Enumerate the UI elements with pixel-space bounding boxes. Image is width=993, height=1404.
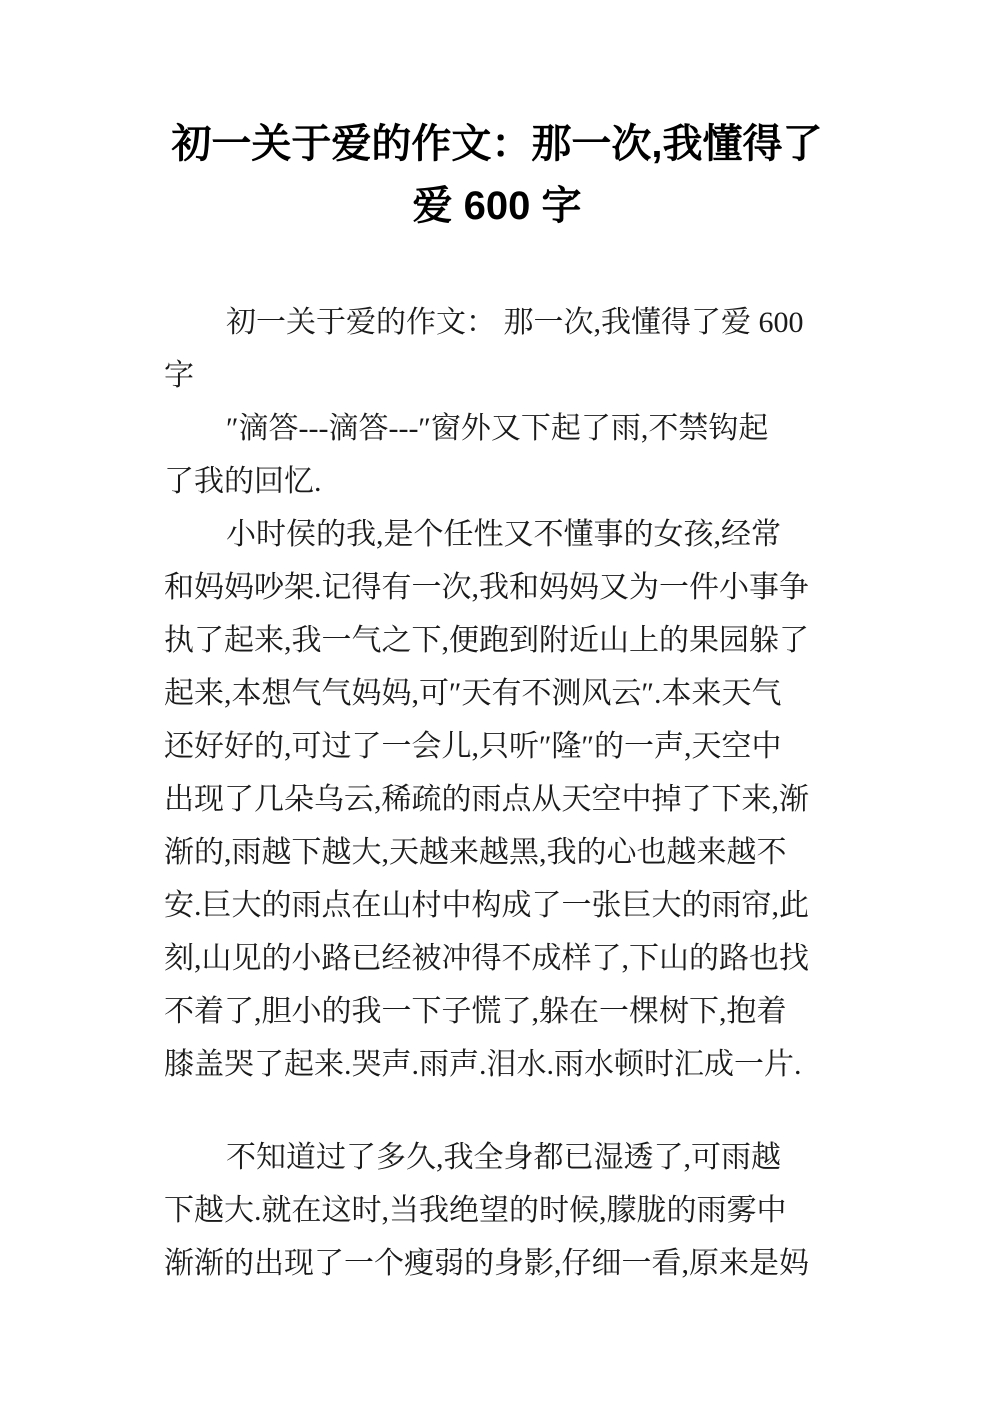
document-body [164, 296, 830, 1290]
text-line: 和妈妈吵架.记得有一次,我和妈妈又为一件小事争 [164, 571, 809, 604]
text-line: 渐的,雨越下越大,天越来越黑,我的心也越来越不 [164, 836, 787, 869]
text-line: 膝盖哭了起来.哭声.雨声.泪水.雨水顿时汇成一片. [164, 1048, 802, 1081]
text-line: 刻,山见的小路已经被冲得不成样了,下山的路也找 [164, 942, 809, 975]
text-line: 下越大.就在这时,当我绝望的时候,朦胧的雨雾中 [164, 1194, 787, 1227]
text-line: 起来,本想气气妈妈,可″天有不测风云″.本来天气 [164, 677, 782, 710]
document-title-line-2: 爱 600 字 [412, 184, 582, 228]
blank-line-spacer [164, 1091, 830, 1131]
text-line: 渐渐的出现了一个瘦弱的身影,仔细一看,原来是妈 [164, 1247, 809, 1280]
text-line: 执了起来,我一气之下,便跑到附近山上的果园躲了 [164, 624, 809, 657]
text-line: 不知道过了多久,我全身都已湿透了,可雨越 [226, 1141, 781, 1174]
paragraph-childhood-story [164, 508, 830, 1091]
paragraph-intro [164, 296, 830, 402]
text-line: 出现了几朵乌云,稀疏的雨点从天空中掉了下来,渐 [164, 783, 809, 816]
text-line: 字 [164, 359, 194, 392]
text-line: 不着了,胆小的我一下子慌了,躲在一棵树下,抱着 [164, 995, 787, 1028]
text-line: 了我的回忆. [164, 465, 322, 498]
document-title-line-1: 初一关于爱的作文：那一次,我懂得了 [171, 122, 823, 166]
paragraph-rain-opening [164, 402, 830, 508]
text-line: 还好好的,可过了一会儿,只听″隆″的一声,天空中 [164, 730, 782, 763]
text-line: 初一关于爱的作文： 那一次,我懂得了爱 600 [226, 306, 804, 339]
paragraph-mother-appears [164, 1131, 830, 1290]
text-line: ″滴答---滴答---″窗外又下起了雨,不禁钩起 [226, 412, 769, 445]
document-title [164, 113, 830, 237]
text-line: 安.巨大的雨点在山村中构成了一张巨大的雨帘,此 [164, 889, 809, 922]
text-line: 小时侯的我,是个任性又不懂事的女孩,经常 [226, 518, 781, 551]
